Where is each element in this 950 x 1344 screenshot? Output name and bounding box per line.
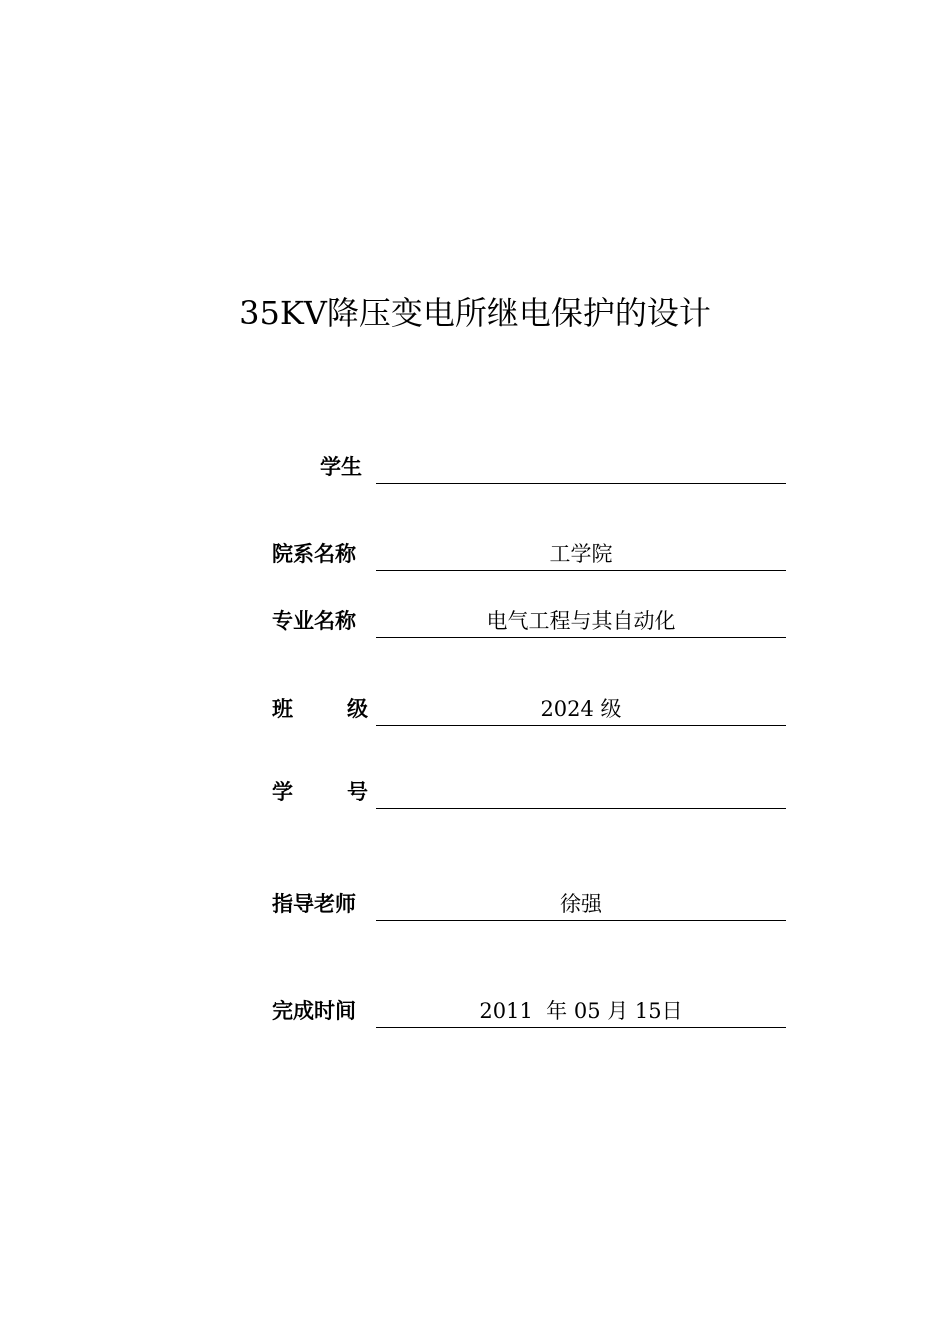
major-value: 电气工程与其自动化 (486, 609, 676, 633)
department-value: 工学院 (549, 542, 613, 566)
class-value: 2024 级 (540, 697, 622, 721)
completion-date-underline (376, 1027, 786, 1028)
student-underline (376, 483, 786, 484)
class-label (272, 694, 368, 724)
advisor-value: 徐强 (560, 892, 602, 916)
department-field (272, 539, 786, 571)
major-label: 专业名称 (272, 608, 356, 633)
advisor-underline (376, 920, 786, 921)
class-label-char-1: 班 (272, 696, 293, 721)
completion-date-field (272, 996, 786, 1028)
major-field (272, 606, 786, 638)
class-underline (376, 725, 786, 726)
department-label: 院系名称 (272, 541, 356, 566)
student-id-label (272, 777, 368, 807)
student-id-label-char-1: 学 (272, 779, 293, 804)
student-id-label-char-2: 号 (347, 779, 368, 804)
completion-date-value: 2011 年 05 月 15日 (479, 999, 683, 1023)
student-label: 学生 (320, 454, 362, 479)
document-title: 35KV降压变电所继电保护的设计 (239, 294, 711, 332)
advisor-label: 指导老师 (272, 891, 356, 916)
department-underline (376, 570, 786, 571)
class-field (272, 694, 786, 726)
class-label-char-2: 级 (347, 696, 368, 721)
student-id-underline (376, 808, 786, 809)
student-field (272, 452, 786, 484)
advisor-field (272, 889, 786, 921)
major-underline (376, 637, 786, 638)
completion-date-label: 完成时间 (272, 998, 356, 1023)
student-id-field (272, 777, 786, 809)
